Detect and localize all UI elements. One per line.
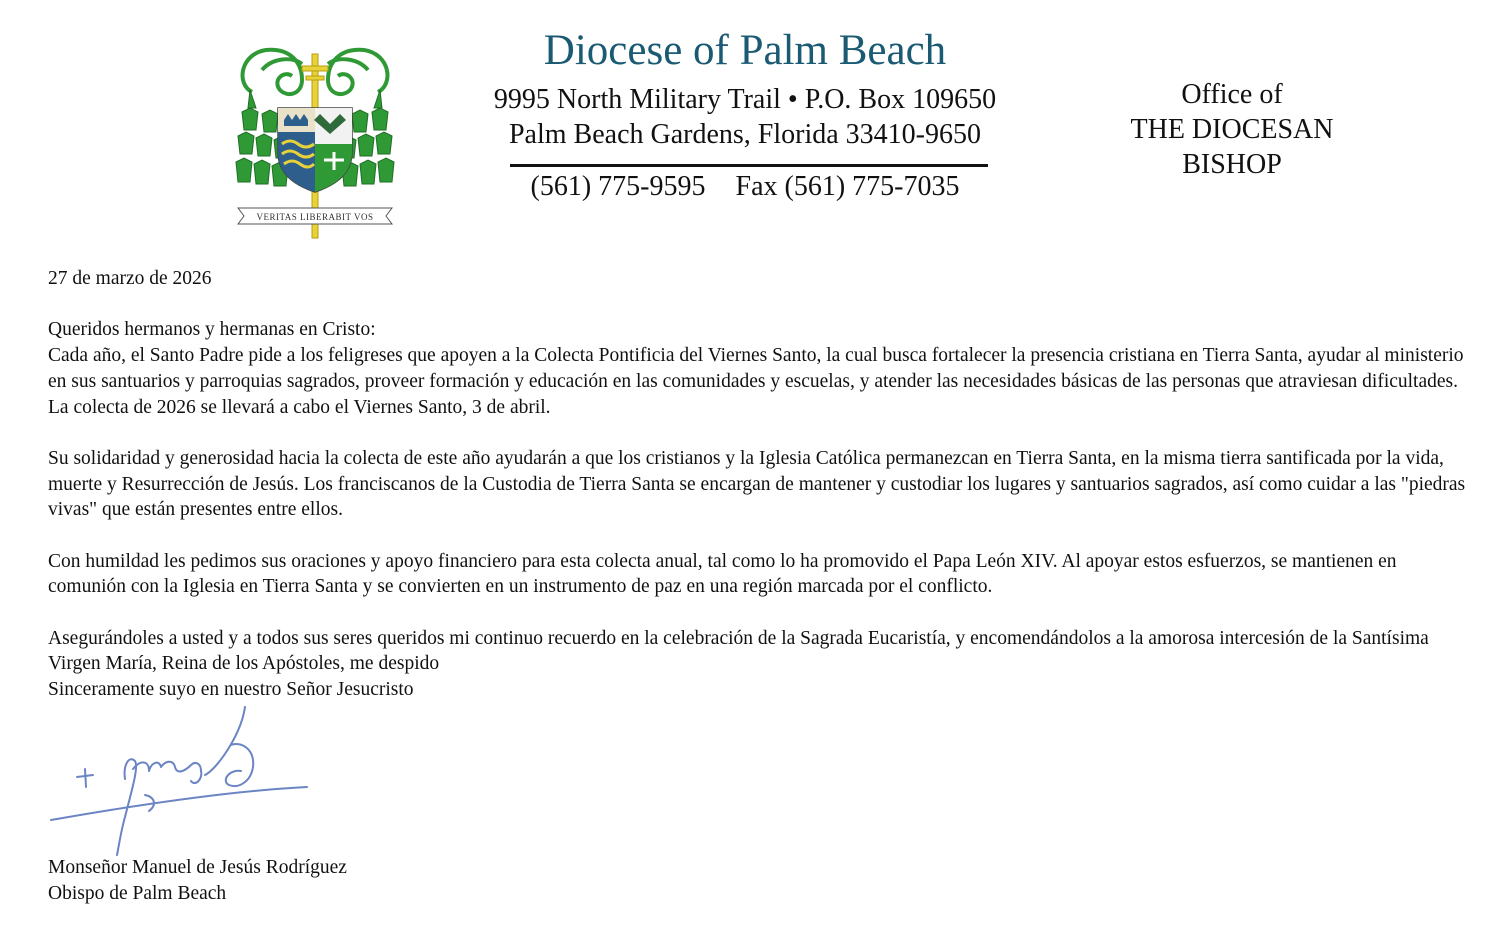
address-line-2: Palm Beach Gardens, Florida 33410-9650 — [508, 119, 982, 150]
letterhead-divider — [510, 164, 988, 167]
letter-paragraph: Con humildad les pedimos sus oraciones y apoyo financiero para esta colecta anual, tal como lo ha promovido el Papa León XIV. Al apoyar estos esfuerzos, se mantienen en comunión con la Iglesia en Tierra Santa y se convierten en un instrumento de paz en una región marcada por el conflicto. — [48, 550, 1397, 598]
fax-number: Fax (561) 775-7035 — [735, 171, 960, 202]
signer-name: Monseñor Manuel de Jesús Rodríguez — [48, 857, 347, 878]
spacer — [48, 600, 1468, 626]
spacer — [48, 523, 1468, 549]
spacer — [48, 292, 1468, 318]
letter-salutation: Queridos hermanos y hermanas en Cristo: — [48, 319, 376, 341]
spacer — [48, 420, 1468, 446]
letterhead-title: Diocese of Palm Beach — [543, 27, 947, 74]
address-line-1: 9995 North Military Trail • P.O. Box 109650 — [493, 84, 997, 115]
office-line: BISHOP — [1182, 149, 1282, 180]
signer-block — [48, 855, 347, 906]
office-line: THE DIOCESAN — [1130, 114, 1334, 145]
office-line: Office of — [1181, 79, 1283, 110]
office-block — [1108, 77, 1356, 182]
coat-of-arms-logo — [232, 40, 398, 240]
letter-paragraph: Asegurándoles a usted y a todos sus seres queridos mi continuo recuerdo en la celebración de la Sagrada Eucaristía, y encomendándolos a la amorosa intercesión de la Santísima Virgen María, Reina de los Apóstoles, me despido — [48, 627, 1429, 675]
contact-line — [455, 170, 1035, 204]
letter-paragraph: Su solidaridad y generosidad hacia la colecta de este año ayudarán a que los cristianos y la Iglesia Católica permanezcan en Tierra Santa, en la misma tierra santificada por la vida, muerte y Resurrección de Jesús. Los franciscanos de la Custodia de Tierra Santa se encargan de mantener y custodiar los lugares y santuarios sagrados, así como cuidar a las "piedras vivas" que están presentes entre ellos. — [48, 447, 1466, 521]
svg-text:VERITAS LIBERABIT VOS: VERITAS LIBERABIT VOS — [256, 212, 374, 222]
letter-body — [48, 266, 1468, 703]
letter-paragraph: Cada año, el Santo Padre pide a los feligreses que apoyen a la Colecta Pontificia del Viernes Santo, la cual busca fortalecer la presencia cristiana en Tierra Santa, ayudar al ministerio en sus santuarios y parroquias sagrados, proveer formación y educación en las comunidades y escuelas, y atender las necesidades básicas de las personas que atraviesan dificultades. La colecta de 2026 se llevará a cabo el Viernes Santo, 3 de abril. — [48, 345, 1464, 418]
letter-date: 27 de marzo de 2026 — [48, 268, 212, 289]
handwritten-signature — [45, 695, 320, 860]
signer-title: Obispo de Palm Beach — [48, 882, 227, 904]
phone-number: (561) 775-9595 — [530, 171, 706, 202]
letter-closing: Sinceramente suyo en nuestro Señor Jesucristo — [48, 679, 414, 701]
